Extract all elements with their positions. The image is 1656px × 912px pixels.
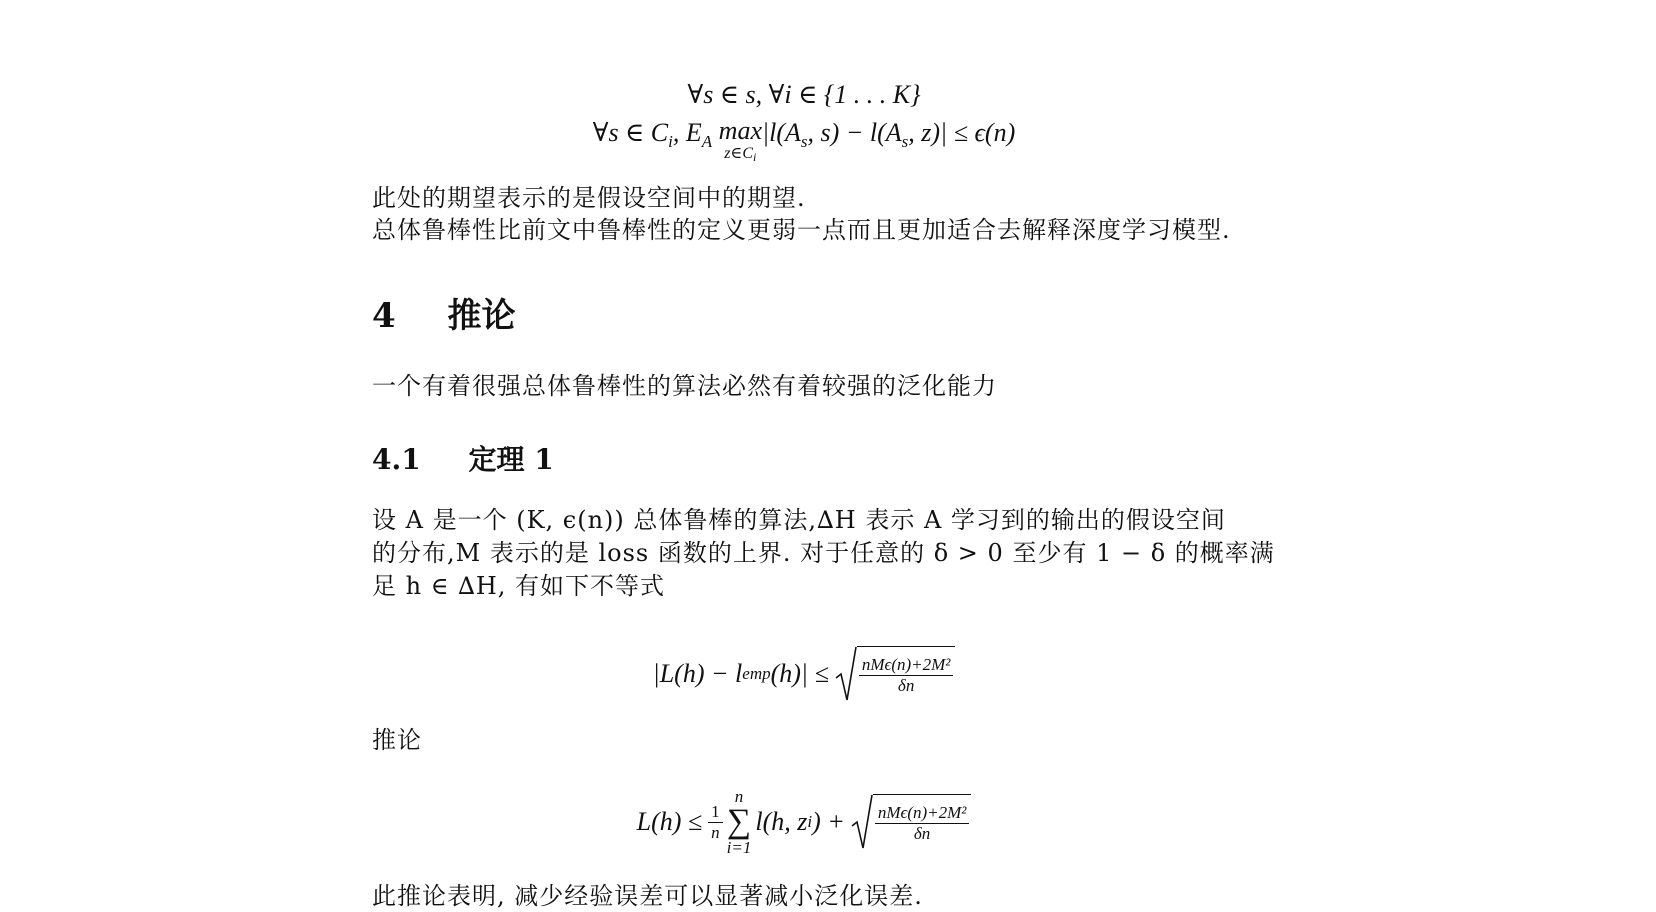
eq-left: ∀s ∈ C [592, 118, 669, 147]
theorem-inequality [0, 646, 1608, 702]
expectation-note: 此处的期望表示的是假设空间中的期望. [372, 184, 806, 212]
theorem-line-2: 的分布,M 表示的是 loss 函数的上界. 对于任意的 δ > 0 至少有 1 − δ 的概率满 [372, 539, 1275, 567]
corollary-label: 推论 [372, 726, 422, 754]
eq-right-sub1: s [800, 132, 808, 151]
section-title: 推论 [447, 296, 516, 336]
theorem-line-3: 足 h ∈ ∆H, 有如下不等式 [372, 572, 666, 600]
eq-right: |l(A [762, 118, 801, 147]
eq-right-sub2: s [901, 132, 909, 151]
ineq-lhs: |L(h) − l [652, 659, 743, 688]
subsection-title: 定理 1 [468, 443, 554, 476]
cor-radical-denominator: δn [913, 824, 931, 843]
corollary-inequality [0, 788, 1608, 856]
eq-left-sub: i [668, 132, 673, 151]
sum-lower-limit: i=1 [726, 838, 752, 857]
radical-numerator: nMϵ(n)+2M² [859, 655, 954, 676]
equation-quantifier-line: ∀s ∈ s, ∀i ∈ {1 . . . K} [687, 80, 921, 109]
subsection-heading [372, 438, 554, 478]
equation-robustness-line [0, 118, 1608, 163]
cor-radical-numerator: nMϵ(n)+2M² [875, 803, 970, 824]
square-root [835, 646, 956, 702]
ineq-lhs-sub: emp [742, 664, 771, 683]
robustness-comparison-note: 总体鲁棒性比前文中鲁棒性的定义更弱一点而且更加适合去解释深度学习模型. [372, 216, 1231, 244]
one-over-n [708, 802, 723, 843]
subsection-number: 4.1 [372, 443, 421, 476]
cor-term: l(h, z [755, 807, 808, 836]
max-operator [719, 118, 762, 163]
cor-lhs: L(h) ≤ [636, 807, 703, 836]
section-number: 4 [372, 296, 396, 336]
max-label: max [718, 116, 762, 145]
radical-denominator: δn [897, 676, 915, 695]
one-over-n-num: 1 [708, 802, 723, 823]
ineq-lhs-end: (h)| ≤ [770, 659, 829, 688]
cor-term-end: ) + [812, 807, 845, 836]
max-limit-sub: i [753, 150, 757, 164]
eq-mid-sub: A [701, 132, 713, 151]
section-heading [372, 288, 516, 337]
section-intro: 一个有着很强总体鲁棒性的算法必然有着较强的泛化能力 [372, 372, 997, 400]
summation [727, 788, 752, 856]
cor-term-sub: i [807, 812, 813, 831]
max-limit: z∈C [724, 145, 754, 162]
sum-symbol: ∑ [726, 803, 752, 840]
corollary-square-root [851, 794, 972, 850]
corollary-conclusion: 此推论表明, 减少经验误差可以显著减小泛化误差. [372, 882, 923, 910]
radical-sign-icon [835, 646, 857, 702]
theorem-line-1: 设 A 是一个 (K, ϵ(n)) 总体鲁棒的算法,∆H 表示 A 学习到的输出的假设空间 [372, 506, 1226, 534]
corollary-radical-sign-icon [851, 794, 873, 850]
eq-mid: , E [672, 118, 702, 147]
eq-right-mid: , s) − l(A [807, 118, 902, 147]
eq-right-end: , z)| ≤ ϵ(n) [908, 118, 1016, 147]
one-over-n-den: n [711, 822, 720, 842]
sum-upper-limit: n [734, 787, 744, 806]
